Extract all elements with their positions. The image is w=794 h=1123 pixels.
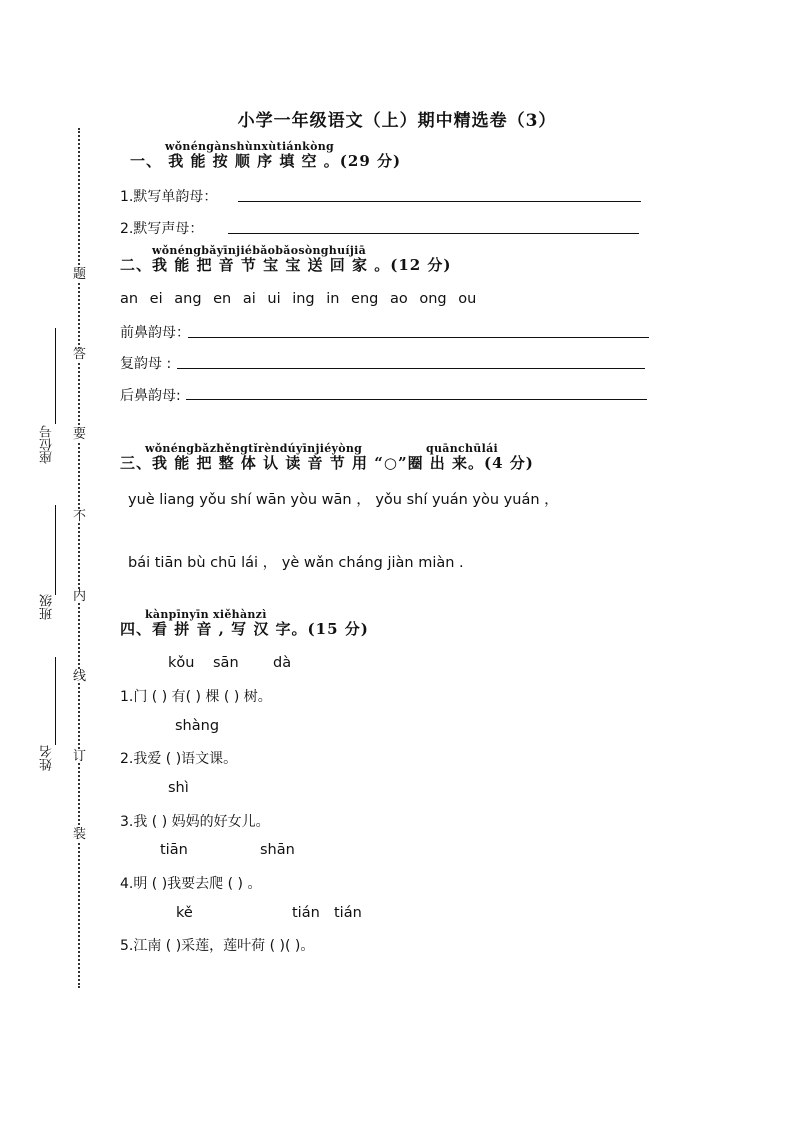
item5-pinyin: tián: [334, 905, 362, 921]
binding-char: 题: [73, 267, 87, 282]
section3-pinyin: wǒnéngbǎzhěngtǐrèndúyīnjiéyòng: [145, 442, 363, 455]
item4-text: 4.明 ( )我要去爬 ( ) 。: [120, 876, 262, 892]
section2-pinyin: wǒnéngbǎyīnjiébǎobǎosònghuíjiā: [152, 244, 367, 257]
binding-char: 装: [73, 827, 87, 842]
section2-front-nasal-line[interactable]: [188, 337, 649, 338]
item1-pinyin: kǒu: [168, 655, 195, 671]
section3-line-1: yuè liang yǒu shí wān yòu wān ， yǒu shí yuán yòu yuán ，: [128, 492, 559, 508]
section1-pinyin: wǒnéngànshùnxùtiánkòng: [165, 140, 334, 153]
section1-q1-label: 1.默写单韵母：: [120, 189, 218, 205]
page-title: 小学一年级语文（上）期中精选卷（3）: [237, 111, 557, 131]
item3-text: 3.我 ( ) 妈妈的好女儿。: [120, 814, 270, 830]
section2-heading: 二、我 能 把 音 节 宝 宝 送 回 家 。(12 分): [120, 256, 452, 274]
seat-number-underline: [55, 328, 56, 424]
name-underline: [55, 657, 56, 745]
section3-pinyin-2: quānchūlái: [426, 442, 498, 455]
item2-pinyin: shàng: [175, 718, 220, 734]
class-label: 班级: [40, 594, 55, 620]
binding-char: 订: [73, 749, 87, 764]
section3-heading: 三、我 能 把 整 体 认 读 音 节 用 “○”圈 出 来。(4 分): [120, 454, 534, 472]
item5-text: 5.江南 ( )采莲，莲叶荷 ( )( )。: [120, 938, 315, 954]
item2-text: 2.我爱 ( )语文课。: [120, 751, 238, 767]
section3-line-2: bái tiān bù chū lái ， yè wǎn cháng jiàn miàn .: [128, 555, 464, 571]
item5-pinyin: kě: [176, 905, 193, 921]
section2-compound-line[interactable]: [177, 368, 645, 369]
binding-char: 线: [73, 669, 87, 684]
item4-pinyin: shān: [260, 842, 295, 858]
binding-dotted-line: [78, 128, 80, 988]
binding-char: 不: [73, 509, 87, 524]
section1-q1-answer-line[interactable]: [238, 201, 641, 202]
item1-pinyin: sān: [213, 655, 239, 671]
item1-pinyin: dà: [273, 655, 292, 671]
class-underline: [55, 505, 56, 595]
binding-char: 答: [73, 347, 87, 362]
item5-pinyin: tián: [292, 905, 320, 921]
section2-compound-label: 复韵母 :: [120, 356, 172, 372]
binding-char: 内: [73, 589, 87, 604]
section4-pinyin: kànpīnyīn xiěhànzì: [145, 608, 267, 621]
item1-text: 1.门 ( ) 有( ) 棵 ( ) 树。: [120, 689, 272, 705]
name-label: 姓名: [40, 745, 55, 771]
section1-heading: 一、 我 能 按 顺 序 填 空 。(29 分): [130, 152, 402, 170]
section1-q2-label: 2.默写声母：: [120, 221, 204, 237]
item3-pinyin: shì: [168, 780, 189, 796]
item4-pinyin: tiān: [160, 842, 188, 858]
section2-front-nasal-label: 前鼻韵母：: [120, 325, 190, 341]
section2-syllable-list: an ei ang en ai ui ing in eng ao ong ou: [120, 291, 477, 307]
section2-back-nasal-label: 后鼻韵母:: [120, 388, 181, 404]
binding-char: 要: [73, 427, 87, 442]
section4-heading: 四、看 拼 音 , 写 汉 字。(15 分): [120, 620, 369, 638]
section2-back-nasal-line[interactable]: [186, 399, 647, 400]
section1-q2-answer-line[interactable]: [228, 233, 639, 234]
seat-number-label: 座位号: [40, 425, 55, 464]
